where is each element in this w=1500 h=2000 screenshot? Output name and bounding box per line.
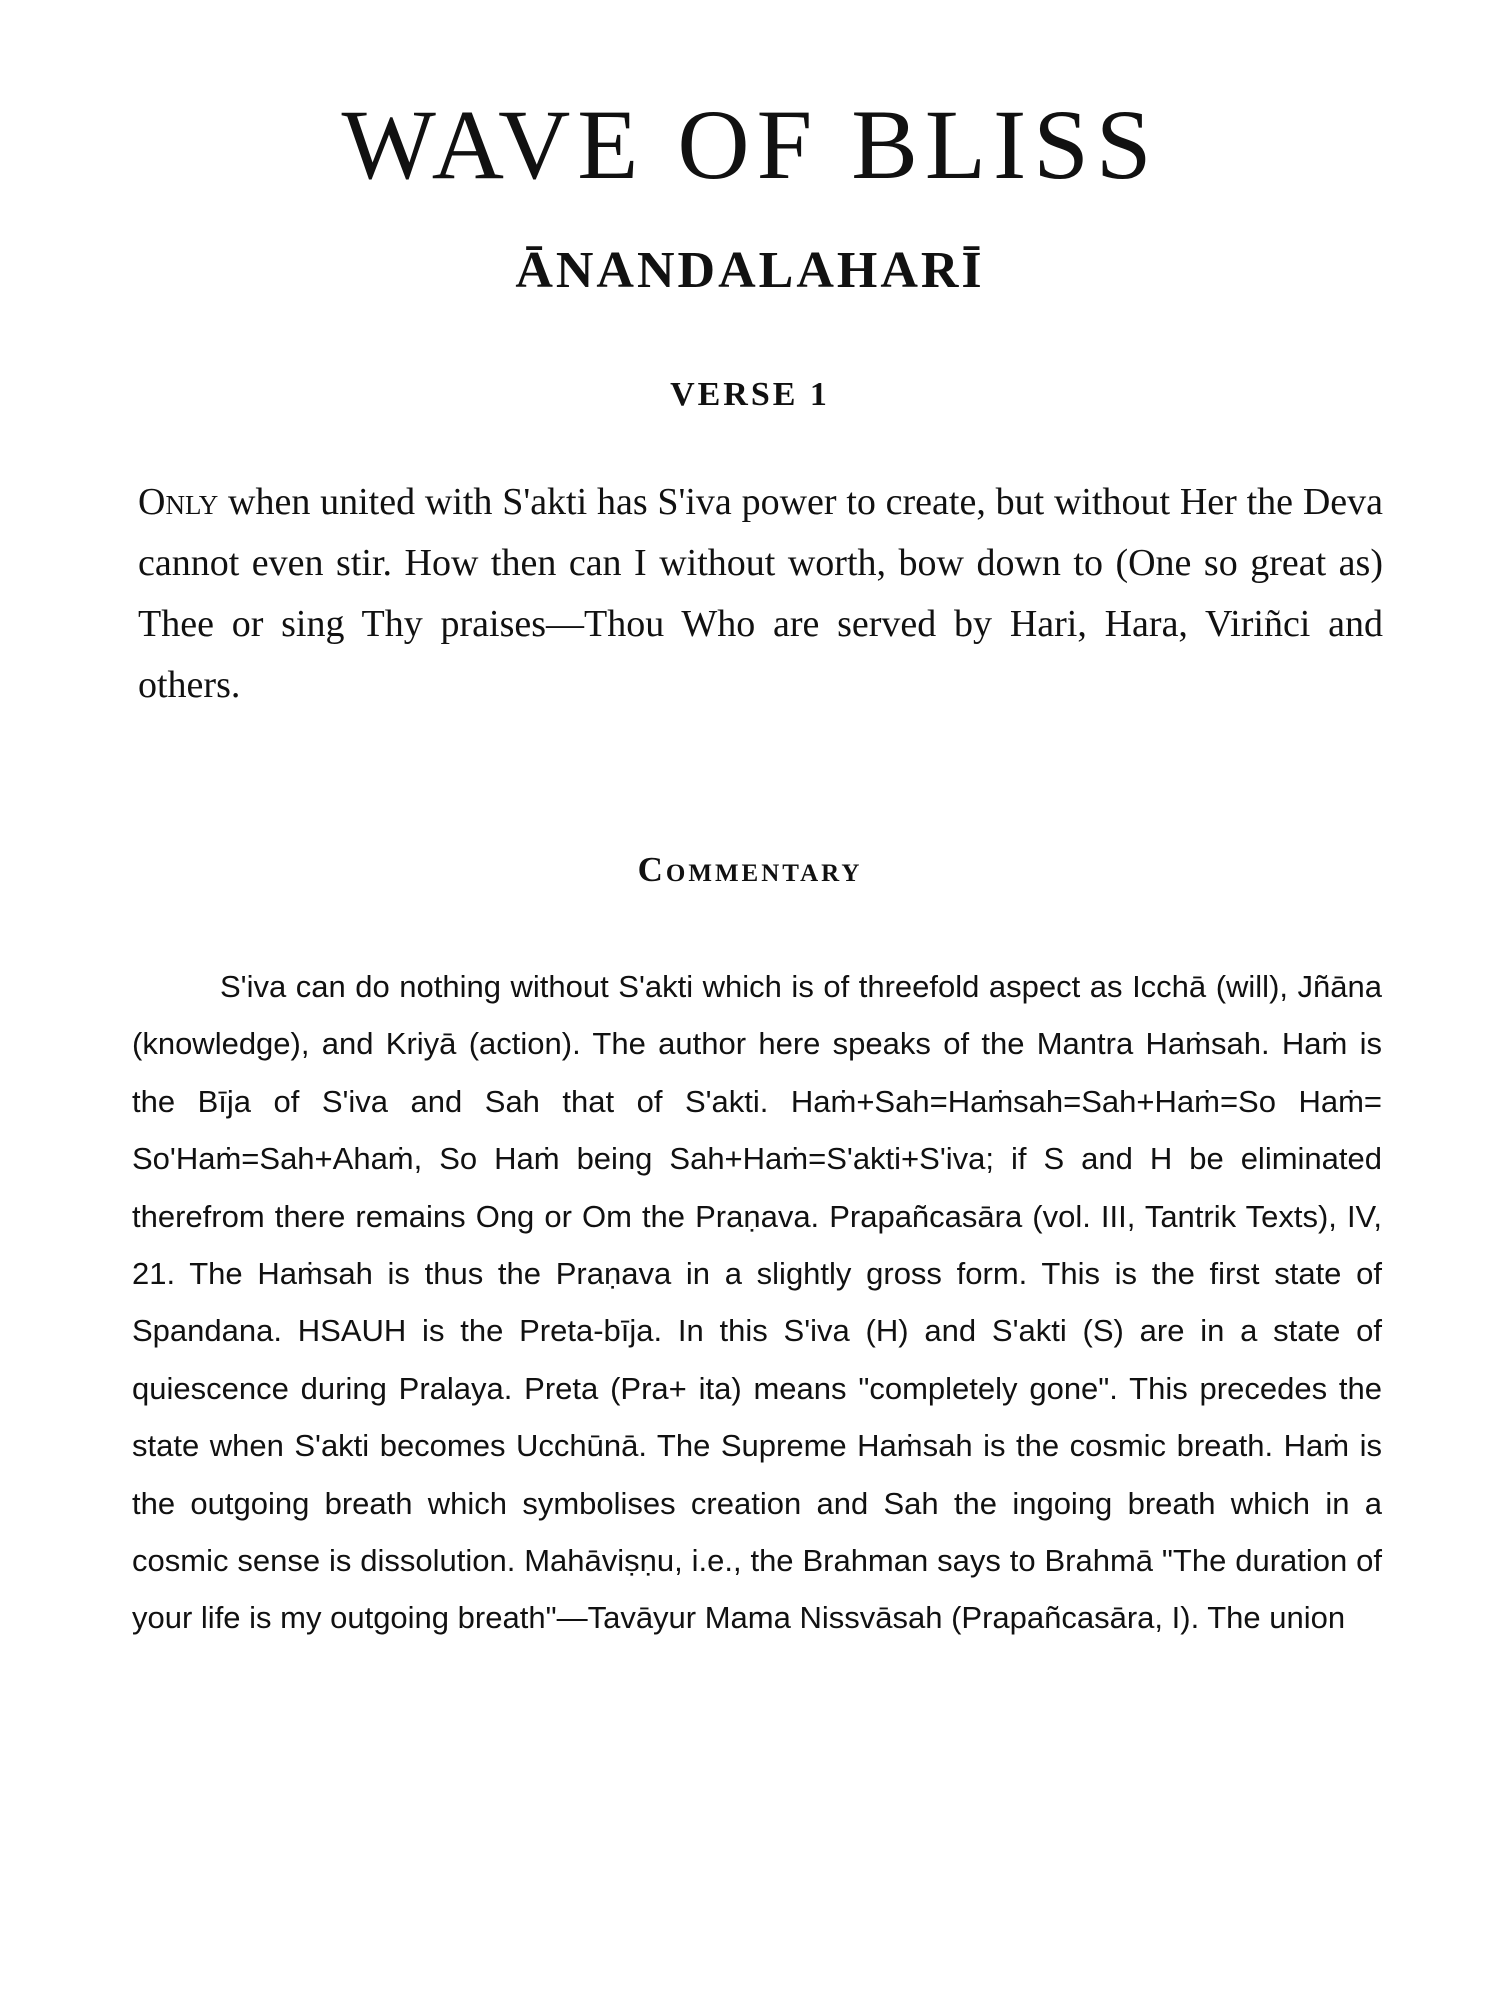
verse-text xyxy=(138,472,1383,716)
commentary-line: breath which in a cosmic sense is dissolution. Mahāviṣṇu, i.e., the xyxy=(132,1485,1382,1579)
commentary-line: Praṇava. Prapañcasāra (vol. III, Tantrik Texts), IV, 21. The xyxy=(132,1198,1382,1292)
commentary-line: ita) means "completely gone". This precedes the state when S'akti xyxy=(132,1370,1382,1464)
commentary-line: Brahman says to Brahmā "The duration of your life is my outgoing xyxy=(132,1543,1382,1636)
commentary-line: Haṁsah is thus the Praṇava in a slightly gross form. This is the first xyxy=(257,1256,1260,1292)
commentary-paragraph xyxy=(132,958,1382,1647)
commentary-line: S'iva can do nothing without S'akti which is of threefold aspect xyxy=(220,969,1081,1004)
commentary-line: here speaks of the Mantra Haṁsah. Haṁ is the Bīja of S'iva and xyxy=(132,1026,1382,1119)
commentary-line: S and H be eliminated therefrom there remains Ong or Om the xyxy=(132,1141,1382,1234)
page-title: WAVE OF BLISS xyxy=(341,89,1159,200)
commentary-line: Sah that of S'akti. Haṁ+Sah=Haṁsah=Sah+Haṁ=So Haṁ= xyxy=(484,1083,1383,1119)
commentary-line: becomes Ucchūnā. The Supreme Haṁsah is the cosmic breath. Haṁ xyxy=(379,1428,1350,1464)
commentary-heading: Commentary xyxy=(637,850,863,889)
page-subtitle: ĀNANDALAHARĪ xyxy=(515,242,985,299)
verse-heading: VERSE 1 xyxy=(670,376,830,413)
verse-body: when united with S'akti has S'iva power to create, but without Her the Deva cannot even stir. How then can I without worth, bow down to (One so great as) Thee or sing Thy praises—Thou Who are served by Hari, Hara, Viriñci and others. xyxy=(138,481,1383,706)
commentary-line: is the outgoing breath which symbolises creation and Sah the ingoing xyxy=(132,1428,1382,1521)
commentary-line: S'akti (S) are in a state of quiescence during Pralaya. Preta (Pra+ xyxy=(132,1313,1382,1406)
commentary-line: breath"—Tavāyur Mama Nissvāsah (Prapañcasāra, I). The union xyxy=(457,1600,1346,1636)
verse-lead-word: Only xyxy=(138,481,219,523)
commentary-line: state of Spandana. HSAUH is the Preta-bīja. In this S'iva (H) and xyxy=(132,1256,1382,1349)
commentary-line: as Icchā (will), Jñāna (knowledge), and Kriyā (action). The author xyxy=(132,969,1383,1062)
commentary-line: So'Haṁ=Sah+Ahaṁ, So Haṁ being Sah+Haṁ=S'akti+S'iva; if xyxy=(132,1141,1027,1177)
